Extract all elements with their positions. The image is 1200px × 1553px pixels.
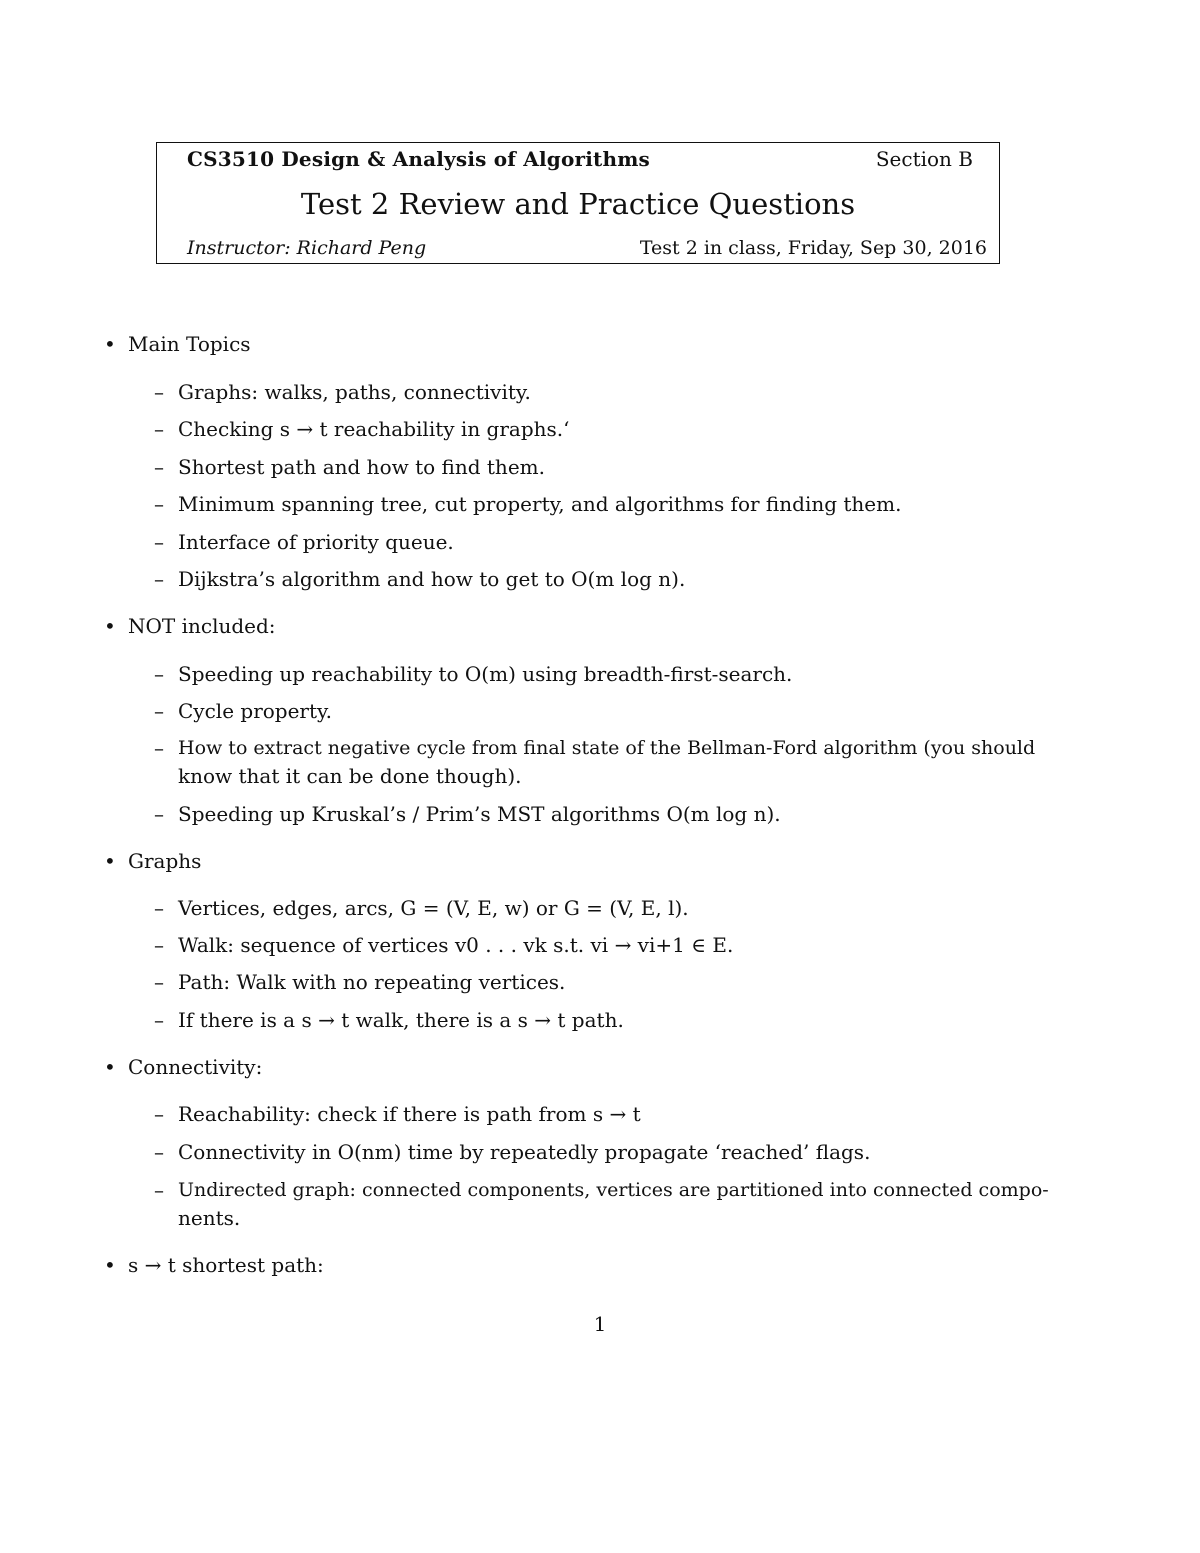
- dash-icon: –: [154, 567, 164, 591]
- list-item: Reachability: check if there is path from s → t: [178, 1102, 641, 1126]
- list-item: Checking s → t reachability in graphs.‘: [178, 417, 570, 441]
- header-box: [156, 142, 1000, 264]
- list-item: Minimum spanning tree, cut property, and algorithms for finding them.: [178, 492, 902, 516]
- section-heading: s → t shortest path:: [128, 1253, 324, 1277]
- list-item: Shortest path and how to find them.: [178, 455, 545, 479]
- dash-icon: –: [154, 492, 164, 516]
- dash-icon: –: [154, 530, 164, 554]
- list-item: Vertices, edges, arcs, G = (V, E, w) or G = (V, E, l).: [178, 896, 689, 920]
- list-item: Walk: sequence of vertices v0 . . . vk s.t. vi → vi+1 ∈ E.: [178, 933, 734, 957]
- section-heading: Graphs: [128, 849, 202, 873]
- bullet-icon: •: [104, 332, 116, 356]
- dash-icon: –: [154, 933, 164, 957]
- bullet-icon: •: [104, 614, 116, 638]
- dash-icon: –: [154, 736, 164, 760]
- section-label: Section B: [875, 147, 973, 171]
- bullet-icon: •: [104, 1253, 116, 1277]
- section-heading: Main Topics: [128, 332, 251, 356]
- list-item: Undirected graph: connected components, vertices are partitioned into connected compo-: [178, 1179, 1049, 1201]
- list-item-continuation: know that it can be done though).: [178, 764, 522, 788]
- list-item: Interface of priority queue.: [178, 530, 454, 554]
- test-info: Test 2 in class, Friday, Sep 30, 2016: [639, 237, 987, 259]
- dash-icon: –: [154, 1102, 164, 1126]
- list-item: Speeding up reachability to O(m) using breadth-first-search.: [178, 662, 793, 686]
- list-item: Dijkstra’s algorithm and how to get to O(m log n).: [178, 567, 686, 591]
- dash-icon: –: [154, 662, 164, 686]
- section-heading: Connectivity:: [128, 1055, 263, 1079]
- bullet-icon: •: [104, 1055, 116, 1079]
- list-item: Cycle property.: [178, 699, 333, 723]
- dash-icon: –: [154, 802, 164, 826]
- list-item-continuation: nents.: [178, 1206, 241, 1230]
- list-item: Speeding up Kruskal’s / Prim’s MST algorithms O(m log n).: [178, 802, 781, 826]
- dash-icon: –: [154, 1008, 164, 1032]
- course-title: CS3510 Design & Analysis of Algorithms: [187, 147, 651, 171]
- page-number: 1: [593, 1312, 607, 1336]
- dash-icon: –: [154, 699, 164, 723]
- list-item: Graphs: walks, paths, connectivity.: [178, 380, 531, 404]
- dash-icon: –: [154, 417, 164, 441]
- instructor-label: Instructor: Richard Peng: [187, 237, 427, 259]
- dash-icon: –: [154, 1140, 164, 1164]
- dash-icon: –: [154, 380, 164, 404]
- dash-icon: –: [154, 970, 164, 994]
- list-item: Connectivity in O(nm) time by repeatedly propagate ‘reached’ flags.: [178, 1140, 871, 1164]
- dash-icon: –: [154, 455, 164, 479]
- list-item: Path: Walk with no repeating vertices.: [178, 970, 566, 994]
- section-heading: NOT included:: [128, 614, 276, 638]
- list-item: If there is a s → t walk, there is a s → t path.: [178, 1008, 624, 1032]
- bullet-icon: •: [104, 849, 116, 873]
- dash-icon: –: [154, 896, 164, 920]
- dash-icon: –: [154, 1178, 164, 1202]
- list-item: How to extract negative cycle from final state of the Bellman-Ford algorithm (you should: [178, 737, 1036, 759]
- document-title: Test 2 Review and Practice Questions: [300, 187, 856, 221]
